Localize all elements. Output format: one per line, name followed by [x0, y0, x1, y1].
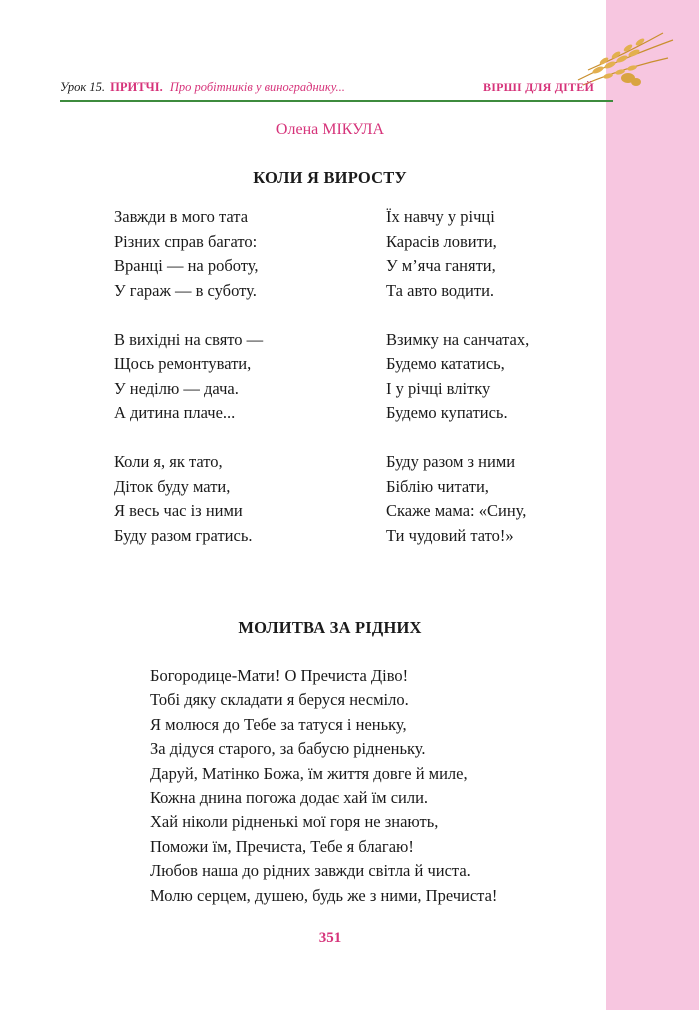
stanza [386, 450, 529, 548]
verse-line: В вихідні на свято — [114, 329, 264, 349]
verse-line: Вранці — на роботу, [114, 256, 259, 275]
verse-line: Поможи їм, Пречиста, Тебе я благаю! [150, 836, 414, 856]
side-band [606, 0, 699, 1010]
verse-line: У гараж — в суботу. [114, 280, 257, 300]
stanza [114, 328, 263, 426]
verse-line: Молю серцем, душею, будь же з ними, Пречиста! [150, 885, 498, 905]
lesson-number: Урок 15. [60, 80, 106, 94]
verse-line: Я молюся до Тебе за татуся і неньку, [150, 714, 407, 734]
verse-line: А дитина плаче... [114, 403, 236, 422]
verse-line: Буду разом з ними [386, 452, 516, 471]
section-title: ВІРШІ ДЛЯ ДІТЕЙ [483, 80, 594, 94]
verse-line: Будемо кататись, [386, 354, 505, 373]
verse-line: Я весь час із ними [114, 501, 243, 520]
verse-line: Діток буду мати, [114, 476, 231, 496]
poem1-left-column [114, 205, 263, 573]
verse-line: І у річці влітку [386, 378, 491, 398]
verse-line: Скаже мама: «Сину, [386, 501, 527, 520]
lesson-genre: ПРИТЧІ. [110, 80, 163, 94]
stanza [114, 450, 263, 548]
lesson-subtitle: Про робітників у винограднику... [169, 80, 345, 94]
poem2-body [150, 664, 497, 908]
verse-line: Карасів ловити, [386, 231, 497, 251]
running-header [60, 80, 608, 100]
verse-line: Тобі дяку складати я беруся несміло. [150, 690, 409, 710]
verse-line: Богородице-Мати! О Пречиста Діво! [150, 666, 409, 685]
verse-line: За дідуся старого, за бабусю рідненьку. [150, 739, 426, 759]
poem2-title: МОЛИТВА ЗА РІДНИХ [238, 618, 422, 637]
page-number: 351 [318, 930, 342, 946]
verse-line: Взимку на санчатах, [386, 329, 530, 349]
stanza [114, 205, 263, 303]
verse-line: Будемо купатись. [386, 403, 508, 422]
verse-line: Даруй, Матінко Божа, їм життя довге й миле, [150, 763, 468, 783]
verse-line: У неділю — дача. [114, 378, 239, 398]
verse-line: Завжди в мого тата [114, 207, 249, 226]
header-rule [60, 100, 613, 102]
verse-line: У м’яча ганяти, [386, 256, 496, 275]
poem1-title: КОЛИ Я ВИРОСТУ [253, 168, 407, 187]
verse-line: Хай ніколи рідненькі мої горя не знають, [150, 812, 439, 832]
stanza [386, 205, 529, 303]
verse-line: Біблію читати, [386, 476, 489, 496]
verse-line: Буду разом гратись. [114, 525, 253, 545]
verse-line: Ти чудовий тато!» [386, 525, 514, 545]
author-name: Олена МІКУЛА [275, 121, 385, 138]
verse-line: Коли я, як тато, [114, 452, 223, 471]
poem1-right-column [386, 205, 529, 573]
verse-line: Та авто водити. [386, 280, 495, 300]
verse-line: Різних справ багато: [114, 231, 258, 251]
verse-line: Любов наша до рідних завжди світла й чиста. [150, 861, 471, 881]
stanza [386, 328, 529, 426]
verse-line: Їх навчу у річці [386, 207, 495, 226]
verse-line: Кожна днина погожа додає хай їм сили. [150, 788, 429, 808]
verse-line: Щось ремонтувати, [114, 354, 252, 373]
